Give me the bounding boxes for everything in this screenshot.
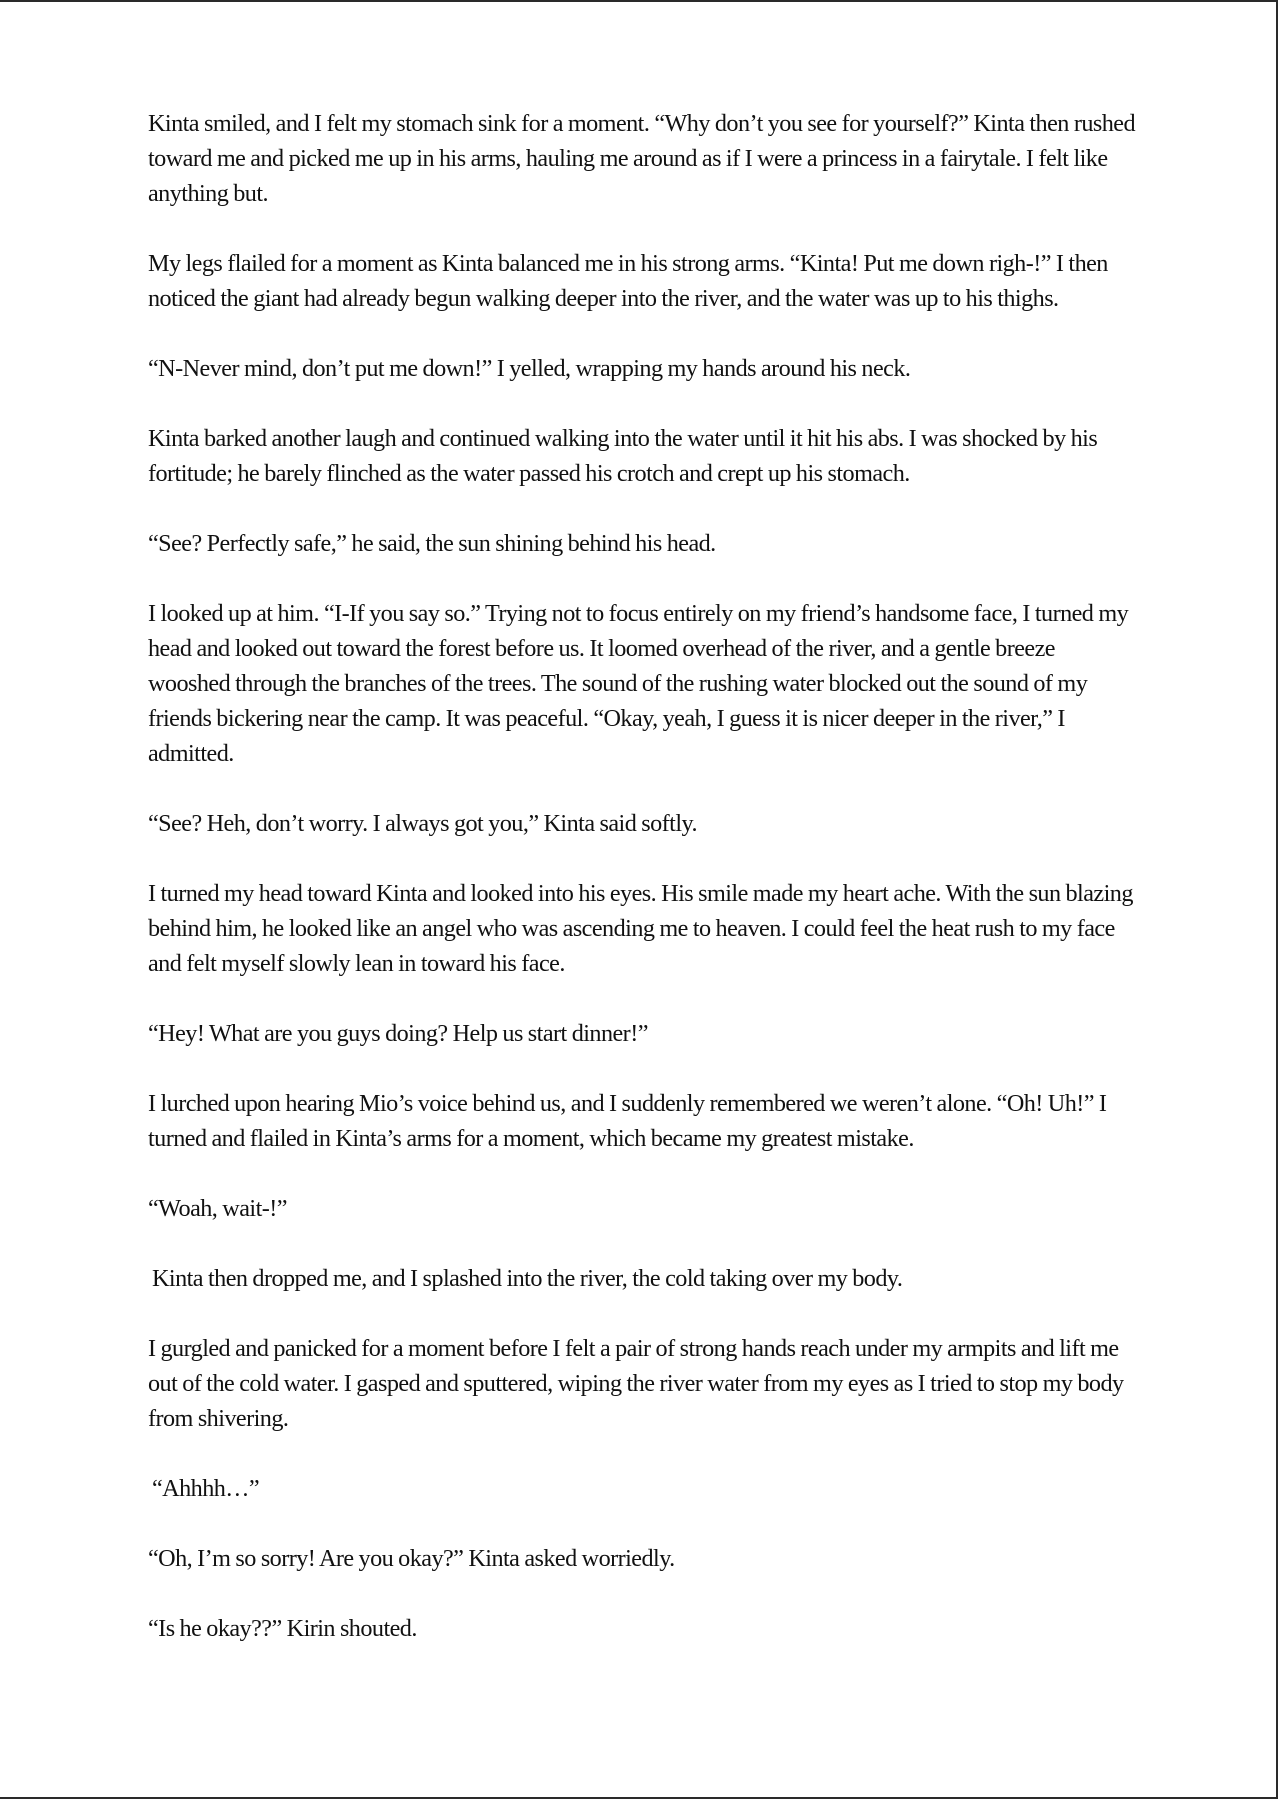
paragraph: “Is he okay??” Kirin shouted. [148,1615,417,1642]
paragraph: I gurgled and panicked for a moment before I felt a pair of strong hands reach under my armpits and lift me out of the cold water. I gasped and sputtered, wiping the river water from my eyes as I tried to stop my body from shivering. [148,1335,1124,1432]
paragraph: “Woah, wait-!” [148,1195,287,1222]
paragraph: Kinta barked another laugh and continued walking into the water until it hit his abs. I was shocked by his fortitude; he barely flinched as the water passed his crotch and crept up his stomach. [148,425,1098,487]
paragraph: Kinta smiled, and I felt my stomach sink for a moment. “Why don’t you see for yourself?” Kinta then rushed toward me and picked me up in his arms, hauling me around as if I were a princess in a fairytale. I felt like anything but. [148,110,1136,207]
paragraph: “See? Heh, don’t worry. I always got you,” Kinta said softly. [148,810,697,837]
paragraph: I looked up at him. “I-If you say so.” Trying not to focus entirely on my friend’s handsome face, I turned my head and looked out toward the forest before us. It loomed overhead of the river, and a gentle breeze wooshed through the branches of the trees. The sound of the rushing water blocked out the sound of my friends bickering near the camp. It was peaceful. “Okay, yeah, I guess it is nicer deeper in the river,” I admitted. [148,600,1129,767]
paragraph: “N-Never mind, don’t put me down!” I yelled, wrapping my hands around his neck. [148,355,911,382]
paragraph: “Ahhhh…” [152,1475,260,1502]
paragraph: I lurched upon hearing Mio’s voice behind us, and I suddenly remembered we weren’t alone. “Oh! Uh!” I turned and flailed in Kinta’s arms for a moment, which became my greatest mistake. [148,1090,1107,1152]
paragraph: “See? Perfectly safe,” he said, the sun shining behind his head. [148,530,716,557]
paragraph: Kinta then dropped me, and I splashed into the river, the cold taking over my body. [152,1265,903,1292]
document-body [148,106,1138,1681]
paragraph: I turned my head toward Kinta and looked into his eyes. His smile made my heart ache. With the sun blazing behind him, he looked like an angel who was ascending me to heaven. I could feel the heat rush to my face and felt myself slowly lean in toward his face. [148,880,1133,977]
paragraph: “Hey! What are you guys doing? Help us start dinner!” [148,1020,648,1047]
paragraph: “Oh, I’m so sorry! Are you okay?” Kinta asked worriedly. [148,1545,675,1572]
paragraph: My legs flailed for a moment as Kinta balanced me in his strong arms. “Kinta! Put me down righ-!” I then noticed the giant had already begun walking deeper into the river, and the water was up to his thighs. [148,250,1108,312]
